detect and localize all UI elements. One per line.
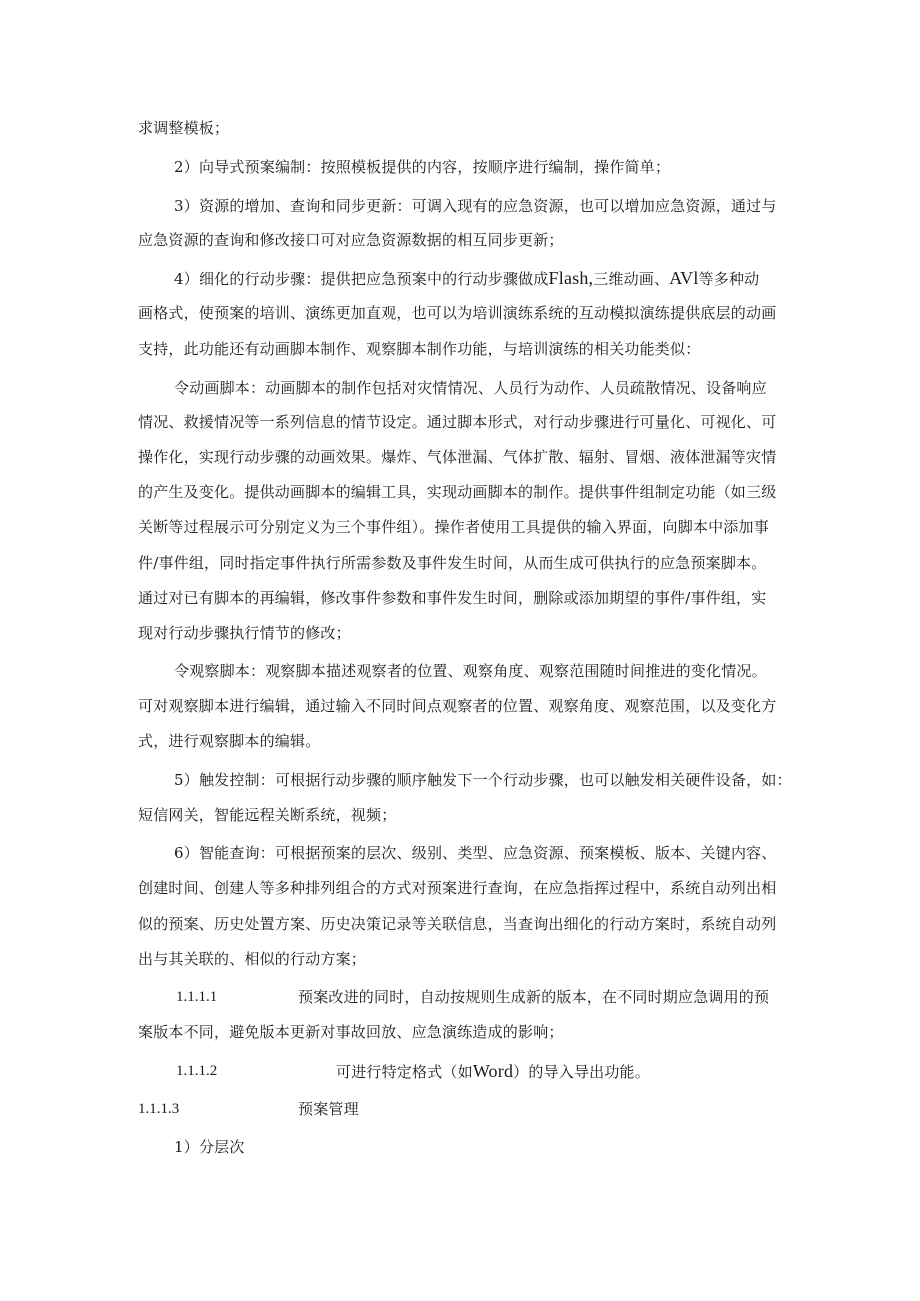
text-line: 2）向导式预案编制：按照模板提供的内容，按顺序进行编制，操作简单； (174, 158, 671, 176)
text-line (174, 268, 759, 289)
text-line: 预案改进的同时，自动按规则生成新的版本，在不同时期应急调用的预 (298, 988, 770, 1006)
text-line: 创建时间、创建人等多种排列组合的方式对预案进行查询，在应急指挥过程中，系统自动列出相 (138, 879, 777, 897)
heading-number: 1.1.1.2 (176, 1063, 218, 1079)
text-line: 现对行动步骤执行情节的修改； (138, 624, 351, 642)
text-line: 5）触发控制：可根据行动步骤的顺序触发下一个行动步骤，也可以触发相关硬件设备，如： (174, 771, 792, 789)
text-span: AVl (669, 268, 699, 288)
text-span: Flash, (548, 268, 594, 288)
text-line (336, 1061, 650, 1082)
text-line: 操作化，实现行动步骤的动画效果。爆炸、气体泄漏、气体扩散、辐射、冒烟、液体泄漏等灾情 (138, 448, 777, 466)
text-line: 可对观察脚本进行编辑，通过输入不同时间点观察者的位置、观察角度、观察范围，以及变化方 (138, 697, 777, 715)
text-span: 三维动画、 (593, 270, 670, 288)
text-span: 可进行特定格式（如 (336, 1063, 473, 1081)
text-line: 出与其关联的、相似的行动方案； (138, 950, 367, 968)
heading-number: 1.1.1.1 (176, 989, 218, 1005)
text-line: 令观察脚本：观察脚本描述观察者的位置、观察角度、观察范围随时间推进的变化情况。 (174, 662, 767, 680)
text-span: Word (472, 1061, 514, 1081)
text-span: ）的导入导出功能。 (513, 1063, 650, 1081)
text-line: 3）资源的增加、查询和同步更新：可调入现有的应急资源，也可以增加应急资源，通过与 (174, 197, 777, 215)
text-line: 6）智能查询：可根据预案的层次、级别、类型、应急资源、预案模板、版本、关键内容、 (174, 844, 777, 862)
text-line: 短信网关，智能远程关断系统，视频； (138, 806, 397, 824)
text-line: 求调整模板； (138, 119, 230, 137)
heading-number: 1.1.1.3 (138, 1101, 180, 1117)
text-line: 情况、救援情况等一系列信息的情节设定。通过脚本形式，对行动步骤进行可量化、可视化、可 (138, 413, 777, 431)
text-line: 关断等过程展示可分别定义为三个事件组）。操作者使用工具提供的输入界面，向脚本中添加事 (138, 518, 769, 536)
text-line: 案版本不同，避免版本更新对事故回放、应急演练造成的影响； (138, 1023, 564, 1041)
text-span: 等多种动 (698, 270, 760, 288)
text-line: 似的预案、历史处置方案、历史决策记录等关联信息，当查询出细化的行动方案时，系统自动列 (138, 915, 777, 933)
text-line: 令动画脚本：动画脚本的制作包括对灾情情况、人员行为动作、人员疏散情况、设备响应 (174, 379, 767, 397)
text-line: 的产生及变化。提供动画脚本的编辑工具，实现动画脚本的制作。提供事件组制定功能（如三级 (138, 483, 777, 501)
text-line: 1）分层次 (174, 1138, 245, 1156)
text-line: 应急资源的查询和修改接口可对应急资源数据的相互同步更新； (138, 231, 564, 249)
text-span: 4）细化的行动步骤：提供把应急预案中的行动步骤做成 (174, 270, 549, 288)
text-line: 画格式，使预案的培训、演练更加直观，也可以为培训演练系统的互动模拟演练提供底层的动画 (138, 304, 777, 322)
section-title: 预案管理 (298, 1100, 359, 1118)
text-line: 式，进行观察脚本的编辑。 (138, 732, 321, 750)
text-line: 通过对已有脚本的再编辑，修改事件参数和事件发生时间，删除或添加期望的事件/事件组，实 (138, 589, 767, 607)
text-line: 支持，此功能还有动画脚本制作、观察脚本制作功能，与培训演练的相关功能类似： (138, 340, 701, 358)
text-line: 件/事件组，同时指定事件执行所需参数及事件发生时间，从而生成可供执行的应急预案脚本。 (138, 554, 767, 572)
